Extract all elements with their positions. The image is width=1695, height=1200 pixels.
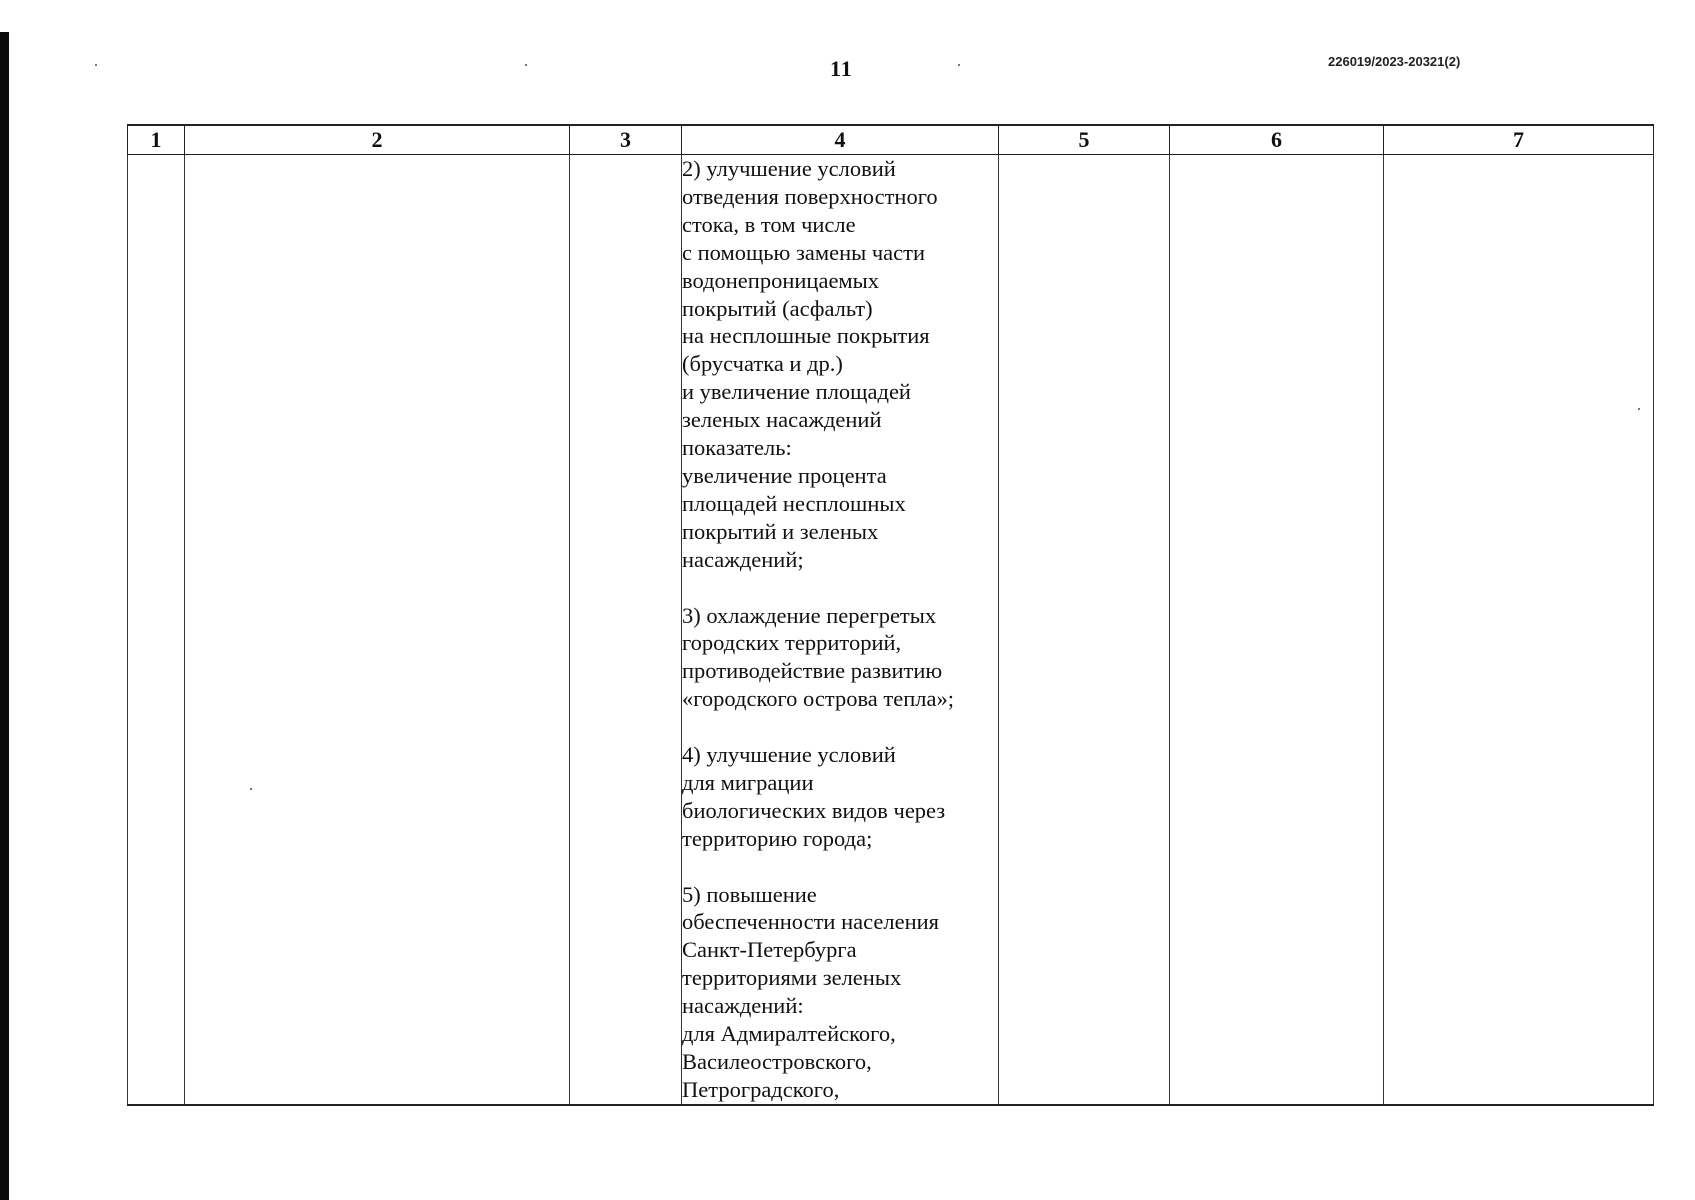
column-header-2: 2 bbox=[185, 125, 570, 155]
scan-speck bbox=[95, 64, 97, 66]
page-number: 11 bbox=[830, 56, 853, 81]
column-header-7: 7 bbox=[1384, 125, 1654, 155]
scan-edge-shadow bbox=[0, 32, 9, 1200]
document-table bbox=[127, 124, 1654, 1106]
document-id: 226019/2023-20321(2) bbox=[1328, 54, 1461, 69]
cell-col-7 bbox=[1384, 155, 1654, 1105]
column-header-6: 6 bbox=[1170, 125, 1384, 155]
cell-col-2 bbox=[185, 155, 570, 1105]
table-header-row bbox=[128, 125, 1654, 155]
table-row bbox=[128, 155, 1654, 1105]
cell-col-1 bbox=[128, 155, 185, 1105]
scan-edge-shadow-top bbox=[2, 32, 8, 82]
cell-col-5 bbox=[999, 155, 1170, 1105]
column-header-3: 3 bbox=[570, 125, 682, 155]
cell-col-4-measures-text: 2) улучшение условий отведения поверхностного стока, в том числе с помощью замены части водонепроницаемых покрытий (асфальт) на несплошные покрытия (брусчатка и др.) и увеличение площадей зеленых насаждений показатель: увеличение процента площадей несплошных покрытий и зеленых насаждений; 3) охлаждение перегретых городских территорий, противодействие развитию «городского острова тепла»; 4) улучшение условий для миграции биологических видов через территорию города; 5) повышение обеспеченности населения Санкт-Петербурга территориями зеленых насаждений: для Адмиралтейского, Василеостровского, Петроградского, bbox=[682, 155, 999, 1105]
column-header-1: 1 bbox=[128, 125, 185, 155]
scan-speck bbox=[958, 64, 960, 66]
column-header-4: 4 bbox=[682, 125, 999, 155]
scan-speck bbox=[525, 64, 527, 66]
column-header-5: 5 bbox=[999, 125, 1170, 155]
cell-col-3 bbox=[570, 155, 682, 1105]
cell-col-6 bbox=[1170, 155, 1384, 1105]
